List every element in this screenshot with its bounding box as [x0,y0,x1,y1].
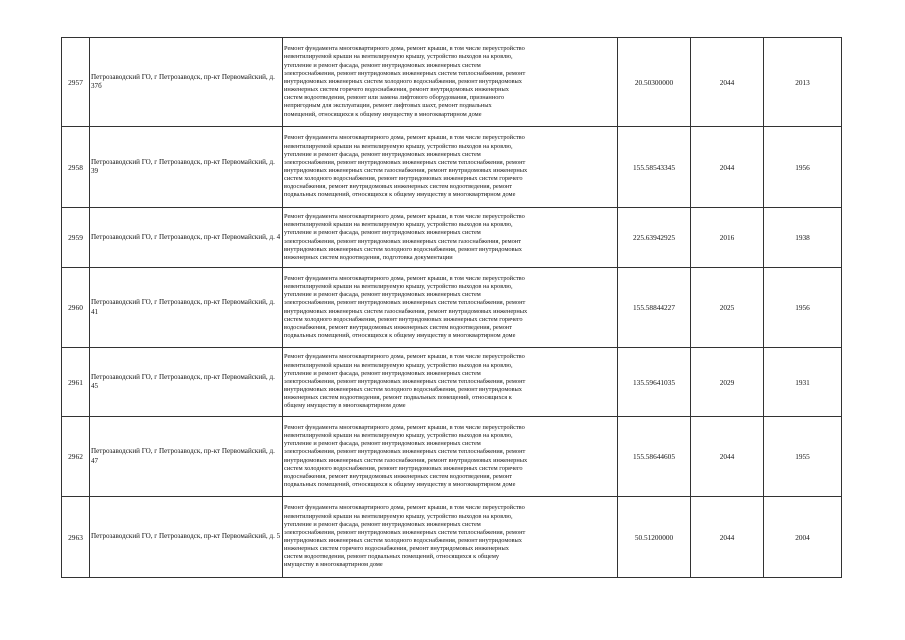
planned-year-cell: 2029 [691,348,764,417]
planned-year-cell: 2044 [691,38,764,127]
value-cell: 135.59641035 [618,348,691,417]
value-cell: 225.63942925 [618,208,691,268]
address-cell: Петрозаводский ГО, г Петрозаводск, пр-кт Первомайский, д. 4 [90,208,283,268]
works-cell: Ремонт фундамента многоквартирного дома, ремонт крыши, в том числе переустройство невентилируемой крыши на вентилируемую крышу, устройство выходов на кровлю, утепление и ремонт фасада, ремонт внутридомовых инженерных систем электроснабжения, ремонт внутридомовых инженерных систем газоснабжения, ремонт внутридомовых инженерных систем холодного водоснабжения, ремонт внутридомовых инженерных систем водоотведения, подготовка документации [283,208,618,268]
table-row [62,497,842,578]
works-cell: Ремонт фундамента многоквартирного дома, ремонт крыши, в том числе переустройство невентилируемой крыши на вентилируемую крышу, устройство выходов на кровлю, утепление и ремонт фасада, ремонт внутридомовых инженерных систем электроснабжения, ремонт внутридомовых инженерных систем теплоснабжения, ремонт внутридомовых инженерных систем холодного водоснабжения, ремонт внутридомовых инженерных систем водоотведения, ремонт подвальных помещений, относящихся к общему имуществу в многоквартирном доме [283,348,618,417]
works-cell: Ремонт фундамента многоквартирного дома, ремонт крыши, в том числе переустройство невентилируемой крыши на вентилируемую крышу, устройство выходов на кровлю, утепление и ремонт фасада, ремонт внутридомовых инженерных систем электроснабжения, ремонт внутридомовых инженерных систем теплоснабжения, ремонт внутридомовых инженерных систем газоснабжения, ремонт внутридомовых инженерных систем холодного водоснабжения, ремонт внутридомовых инженерных систем горячего водоснабжения, ремонт внутридомовых инженерных систем водоотведения, ремонт подвальных помещений, относящихся к общему имуществу в многоквартирном доме [283,127,618,208]
planned-year-cell: 2044 [691,497,764,578]
planned-year-cell: 2025 [691,268,764,348]
works-cell: Ремонт фундамента многоквартирного дома, ремонт крыши, в том числе переустройство невентилируемой крыши на вентилируемую крышу, устройство выходов на кровлю, утепление и ремонт фасада, ремонт внутридомовых инженерных систем электроснабжения, ремонт внутридомовых инженерных систем теплоснабжения, ремонт внутридомовых инженерных систем газоснабжения, ремонт внутридомовых инженерных систем холодного водоснабжения, ремонт внутридомовых инженерных систем горячего водоснабжения, ремонт внутридомовых инженерных систем водоотведения, ремонт подвальных помещений, относящихся к общему имуществу в многоквартирном доме [283,268,618,348]
table-row [62,268,842,348]
address-cell: Петрозаводский ГО, г Петрозаводск, пр-кт Первомайский, д. 41 [90,268,283,348]
row-number: 2958 [62,127,90,208]
row-number: 2963 [62,497,90,578]
table-row [62,127,842,208]
built-year-cell: 1955 [764,417,842,497]
address-cell: Петрозаводский ГО, г Петрозаводск, пр-кт Первомайский, д. 5 [90,497,283,578]
planned-year-cell: 2016 [691,208,764,268]
value-cell: 20.50300000 [618,38,691,127]
value-cell: 155.58543345 [618,127,691,208]
row-number: 2961 [62,348,90,417]
address-cell: Петрозаводский ГО, г Петрозаводск, пр-кт Первомайский, д. 39 [90,127,283,208]
built-year-cell: 1956 [764,268,842,348]
address-cell: Петрозаводский ГО, г Петрозаводск, пр-кт Первомайский, д. 45 [90,348,283,417]
planned-year-cell: 2044 [691,417,764,497]
table-row [62,348,842,417]
works-cell: Ремонт фундамента многоквартирного дома, ремонт крыши, в том числе переустройство невентилируемой крыши на вентилируемую крышу, устройство выходов на кровлю, утепление и ремонт фасада, ремонт внутридомовых инженерных систем электроснабжения, ремонт внутридомовых инженерных систем теплоснабжения, ремонт внутридомовых инженерных систем газоснабжения, ремонт внутридомовых инженерных систем холодного водоснабжения, ремонт внутридомовых инженерных систем горячего водоснабжения, ремонт внутридомовых инженерных систем водоотведения, ремонт подвальных помещений, относящихся к общему имуществу в многоквартирном доме [283,417,618,497]
works-cell: Ремонт фундамента многоквартирного дома, ремонт крыши, в том числе переустройство невентилируемой крыши на вентилируемую крышу, устройство выходов на кровлю, утепление и ремонт фасада, ремонт внутридомовых инженерных систем электроснабжения, ремонт внутридомовых инженерных систем теплоснабжения, ремонт внутридомовых инженерных систем холодного водоснабжения, ремонт внутридомовых инженерных систем горячего водоснабжения, ремонт внутридомовых инженерных систем водоотведения, ремонт или замена лифтового оборудования, признанного непригодным для эксплуатации, ремонт лифтовых шахт, ремонт подвальных помещений, относящихся к общему имуществу в многоквартирном доме [283,38,618,127]
built-year-cell: 2013 [764,38,842,127]
address-cell: Петрозаводский ГО, г Петрозаводск, пр-кт Первомайский, д. 47 [90,417,283,497]
address-cell: Петрозаводский ГО, г Петрозаводск, пр-кт Первомайский, д. 37б [90,38,283,127]
row-number: 2959 [62,208,90,268]
planned-year-cell: 2044 [691,127,764,208]
table-row [62,38,842,127]
row-number: 2962 [62,417,90,497]
value-cell: 50.51200000 [618,497,691,578]
value-cell: 155.58644605 [618,417,691,497]
table-row [62,208,842,268]
value-cell: 155.58844227 [618,268,691,348]
row-number: 2957 [62,38,90,127]
built-year-cell: 2004 [764,497,842,578]
works-cell: Ремонт фундамента многоквартирного дома, ремонт крыши, в том числе переустройство невентилируемой крыши на вентилируемую крышу, устройство выходов на кровлю, утепление и ремонт фасада, ремонт внутридомовых инженерных систем электроснабжения, ремонт внутридомовых инженерных систем теплоснабжения, ремонт внутридомовых инженерных систем холодного водоснабжения, ремонт внутридомовых инженерных систем горячего водоснабжения, ремонт внутридомовых инженерных систем водоотведения, ремонт подвальных помещений, относящихся к общему имуществу в многоквартирном доме [283,497,618,578]
built-year-cell: 1938 [764,208,842,268]
row-number: 2960 [62,268,90,348]
register-table [61,37,842,578]
table-row [62,417,842,497]
built-year-cell: 1956 [764,127,842,208]
built-year-cell: 1931 [764,348,842,417]
